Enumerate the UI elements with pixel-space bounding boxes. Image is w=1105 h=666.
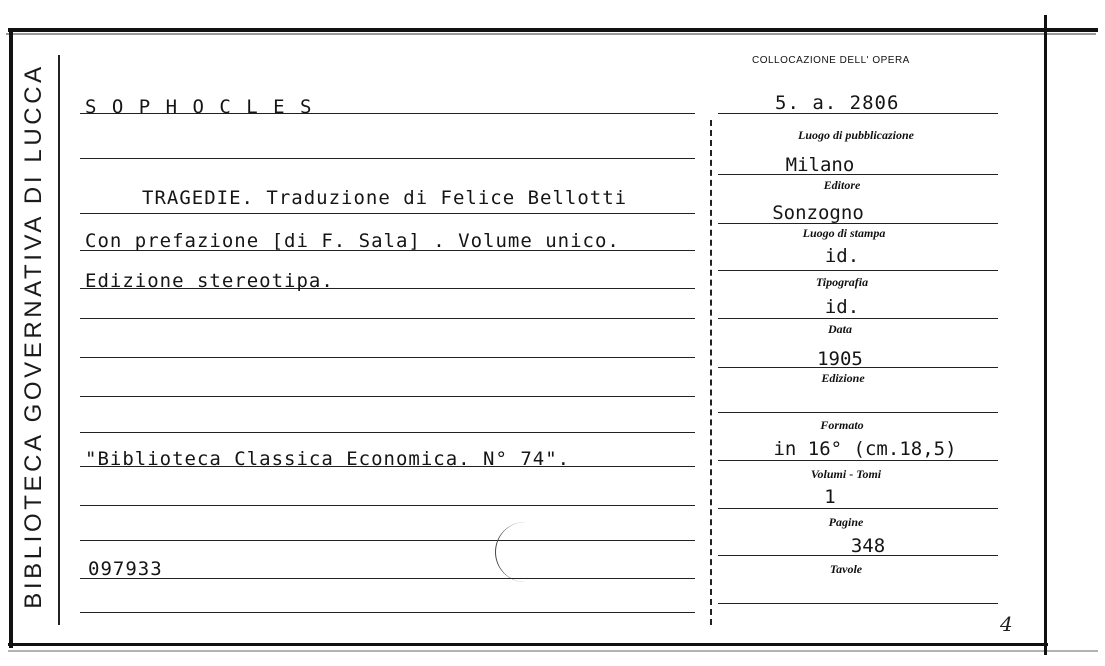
card-border-right (1044, 15, 1047, 655)
card-border-top-shadow (6, 33, 1096, 35)
field-value-luogo-stampa: id. (824, 245, 860, 267)
margin-note: 4 (1000, 612, 1013, 636)
field-label-tipografia: Tipografia (815, 275, 869, 289)
field-label-edizione: Edizione (821, 371, 865, 385)
rule-line (718, 460, 998, 461)
field-value-tipografia: id. (824, 296, 860, 318)
collocazione-label: COLLOCAZIONE DELL' OPERA (752, 55, 910, 66)
rule-line (80, 612, 695, 613)
title-line-3: Edizione stereotipa. (85, 270, 334, 292)
rule-line (718, 270, 998, 271)
library-side-band (13, 36, 55, 636)
rule-line (80, 540, 695, 541)
field-label-pagine: Pagine (828, 515, 864, 529)
field-label-luogo-pubblicazione: Luogo di pubblicazione (797, 128, 915, 142)
field-label-luogo-stampa: Luogo di stampa (802, 226, 886, 240)
card-border-top (8, 28, 1098, 32)
field-value-pagine: 348 (850, 535, 886, 557)
rule-line (80, 578, 695, 579)
rule-line (718, 318, 998, 319)
field-value-data: 1905 (817, 348, 863, 370)
field-label-tavole: Tavole (829, 562, 863, 576)
rule-line (80, 318, 695, 319)
rule-line (718, 508, 998, 509)
rule-line (80, 158, 695, 159)
series-note: "Biblioteca Classica Economica. N° 74". (85, 448, 571, 470)
rule-line (80, 213, 695, 214)
rule-line (80, 357, 695, 358)
card-border-bottom-shadow (8, 650, 1098, 652)
field-column-divider (710, 120, 712, 625)
field-label-editore: Editore (823, 178, 861, 192)
field-value-editore: Sonzogno (772, 202, 864, 224)
rule-line (718, 603, 998, 604)
card-border-bottom (8, 643, 1048, 646)
field-value-luogo-pubblicazione: Milano (785, 154, 855, 176)
field-value-formato: in 16° (cm.18,5) (773, 438, 957, 460)
inner-margin-line (58, 55, 60, 625)
inventory-number: 097933 (88, 558, 163, 580)
library-name: BIBLIOTECA GOVERNATIVA DI LUCCA (20, 63, 47, 609)
rule-line (80, 505, 695, 506)
field-label-formato: Formato (820, 418, 864, 432)
collocazione-value: 5. a. 2806 (775, 92, 900, 114)
rule-line (80, 396, 695, 397)
paper-fold-mark (495, 522, 536, 582)
title-line-2: Con prefazione [di F. Sala] . Volume unico. (85, 230, 620, 252)
rule-line (80, 432, 695, 433)
rule-line (718, 412, 998, 413)
title-line-1: TRAGEDIE. Traduzione di Felice Bellotti (142, 187, 628, 209)
rule-line (718, 174, 998, 175)
field-value-volumi: 1 (824, 486, 836, 508)
author-heading: S O P H O C L E S (85, 96, 314, 118)
field-label-volumi: Volumi - Tomi (810, 467, 882, 481)
field-label-data: Data (828, 322, 852, 336)
